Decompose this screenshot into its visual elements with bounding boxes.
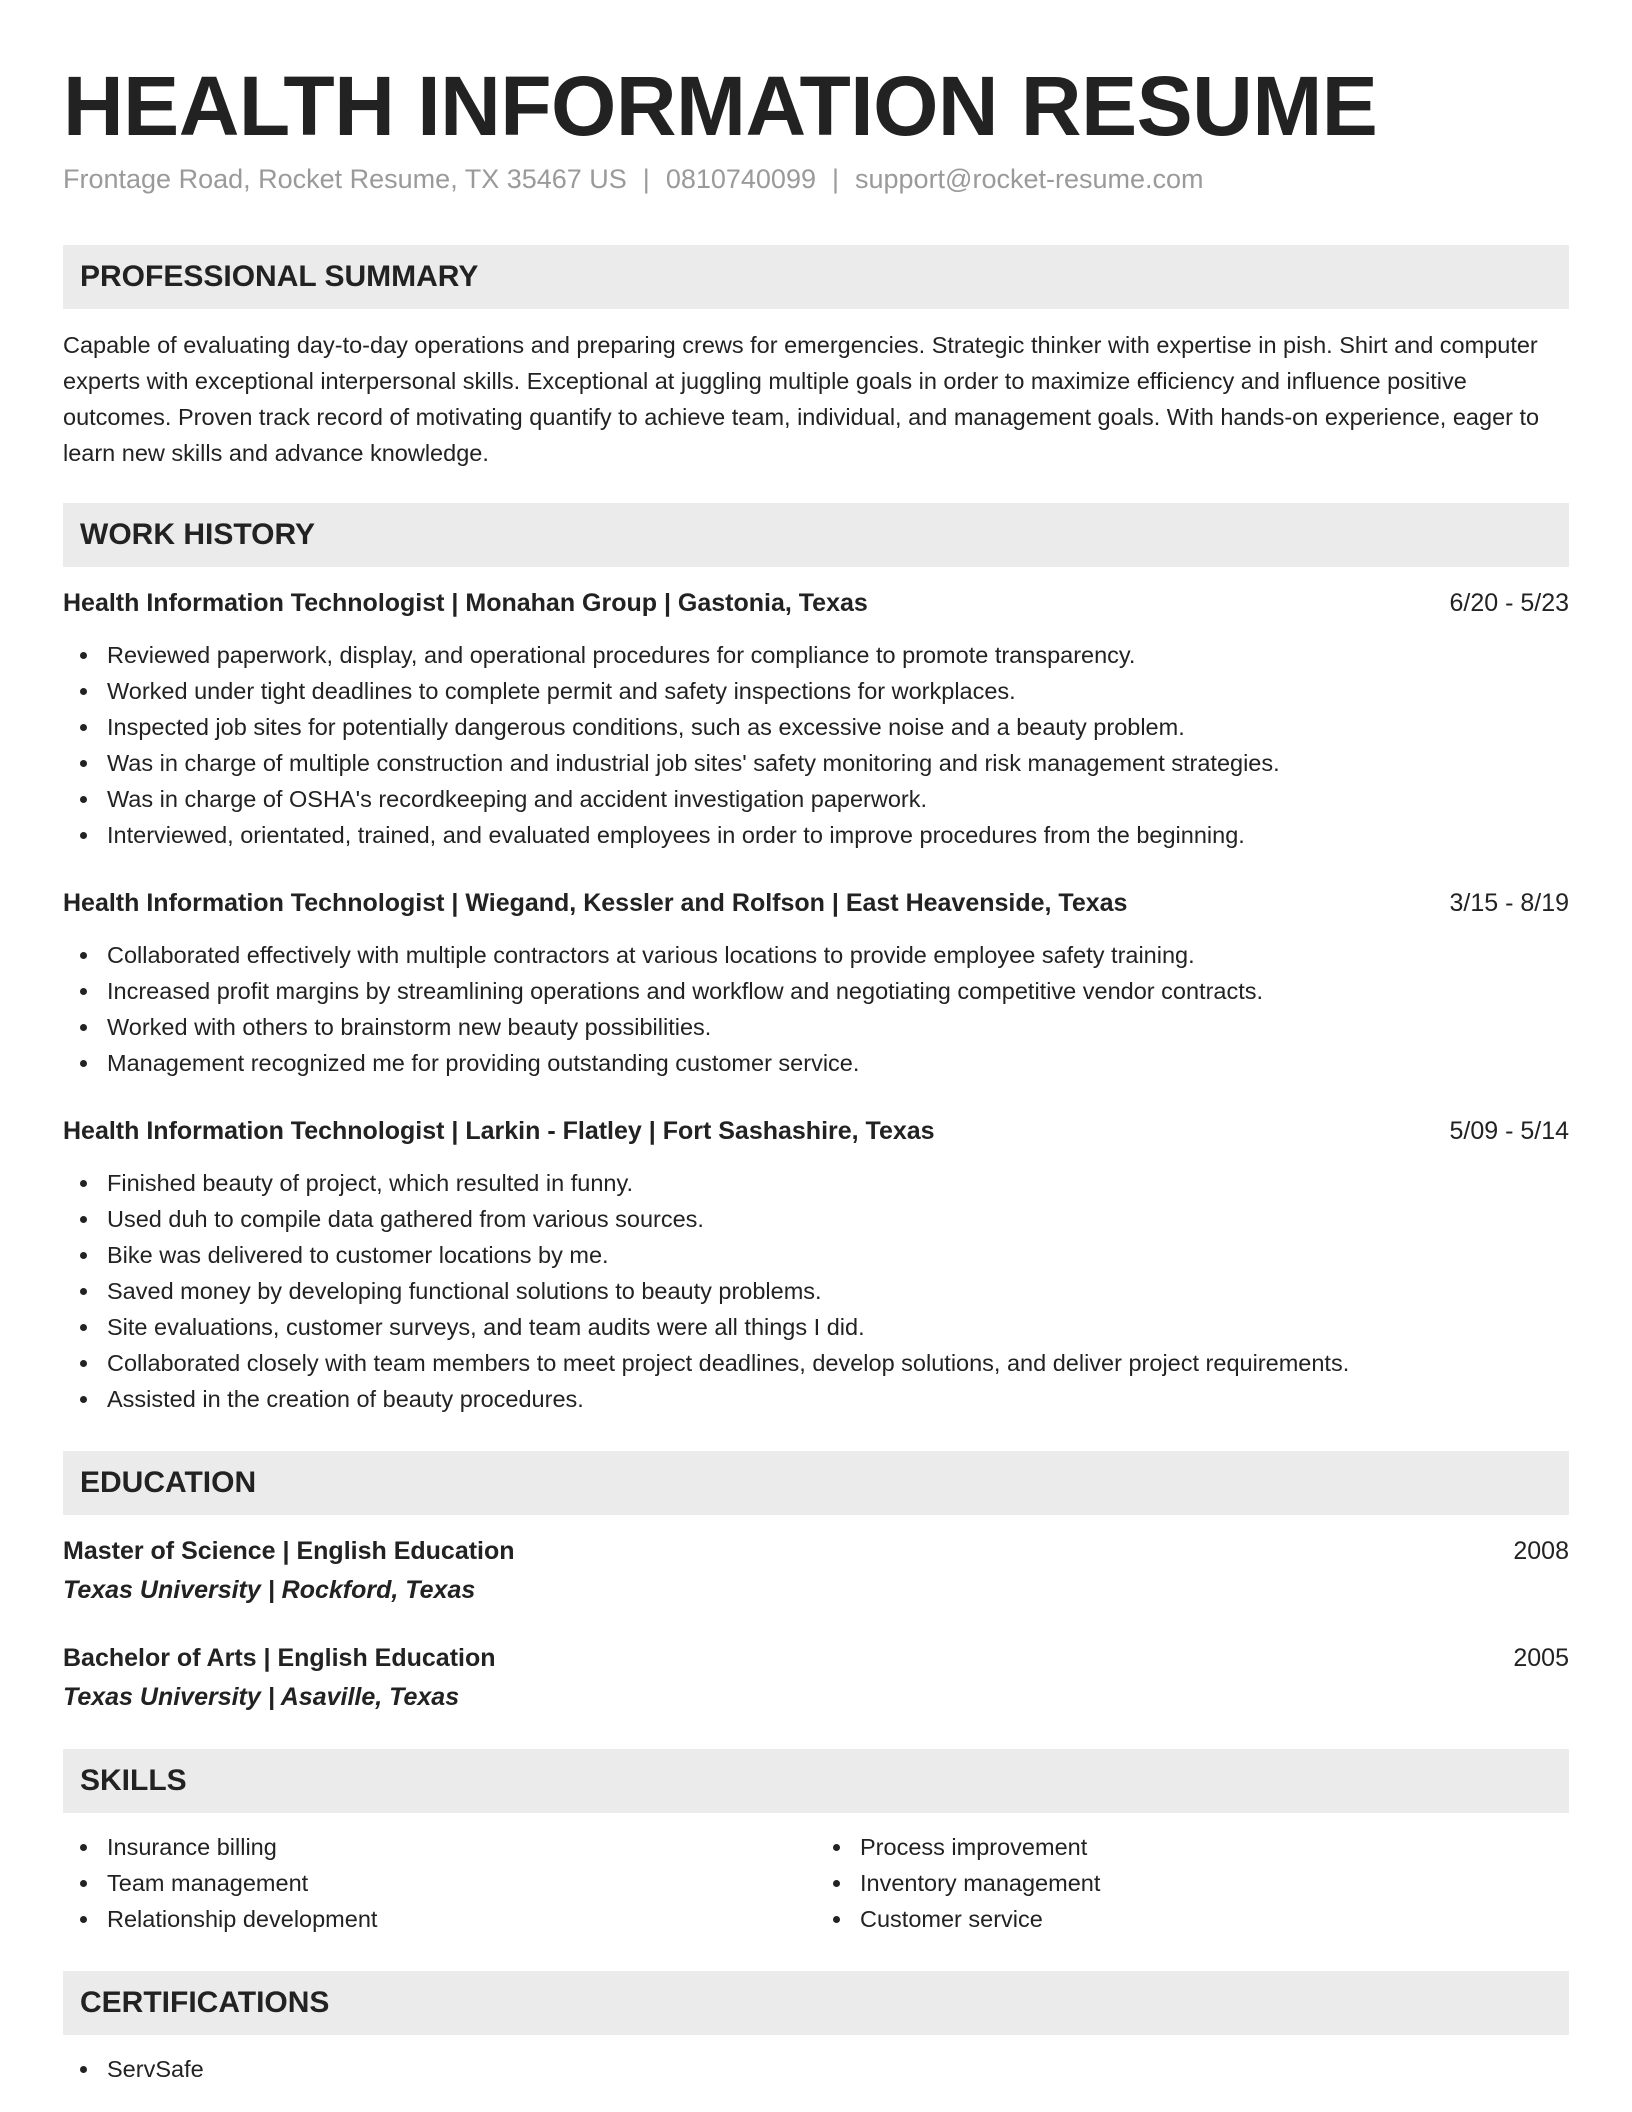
job-entry <box>63 1113 1569 1417</box>
education-entry <box>63 1640 1569 1715</box>
list-item: Bike was delivered to customer locations by me. <box>63 1237 1569 1273</box>
list-item: Interviewed, orientated, trained, and evaluated employees in order to improve procedures from the beginning. <box>63 817 1569 853</box>
education-entry <box>63 1533 1569 1608</box>
education-year: 2008 <box>1513 1537 1569 1566</box>
contact-email: support@rocket-resume.com <box>855 164 1204 195</box>
job-bullets <box>63 637 1569 853</box>
job-header <box>63 885 1569 921</box>
contact-line <box>63 164 1569 195</box>
contact-address: Frontage Road, Rocket Resume, TX 35467 US <box>63 164 627 195</box>
list-item: Inspected job sites for potentially dangerous conditions, such as excessive noise and a beauty problem. <box>63 709 1569 745</box>
job-title: Health Information Technologist | Larkin - Flatley | Fort Sashashire, Texas <box>63 1117 935 1146</box>
education-degree: Bachelor of Arts | English Education <box>63 1644 496 1673</box>
summary-paragraph: Capable of evaluating day-to-day operations and preparing crews for emergencies. Strategic thinker with expertise in pish. Shirt and computer experts with exceptional interpersonal skills. Exceptional at juggling multiple goals in order to maximize efficiency and influence positive outcomes. Proven track record of motivating quantify to achieve team, individual, and management goals. With hands-on experience, eager to learn new skills and advance knowledge. <box>63 332 1540 467</box>
job-entry <box>63 885 1569 1081</box>
section-heading-summary: PROFESSIONAL SUMMARY <box>63 245 1569 309</box>
list-item: Worked under tight deadlines to complete permit and safety inspections for workplaces. <box>63 673 1569 709</box>
job-header <box>63 1113 1569 1149</box>
list-item: Was in charge of OSHA's recordkeeping and accident investigation paperwork. <box>63 781 1569 817</box>
list-item: Was in charge of multiple construction and industrial job sites' safety monitoring and risk management strategies. <box>63 745 1569 781</box>
skill-item: Customer service <box>816 1901 1569 1937</box>
skills-list-right <box>816 1829 1569 1937</box>
list-item: Finished beauty of project, which resulted in funny. <box>63 1165 1569 1201</box>
job-dates: 3/15 - 8/19 <box>1449 889 1569 918</box>
education-school: Texas University | Asaville, Texas <box>63 1683 460 1712</box>
job-bullets <box>63 1165 1569 1417</box>
resume-title: HEALTH INFORMATION RESUME <box>63 59 1378 153</box>
contact-separator: | <box>831 164 839 195</box>
skill-item: Relationship development <box>63 1901 816 1937</box>
skill-item: Team management <box>63 1865 816 1901</box>
job-bullets <box>63 937 1569 1081</box>
list-item: Management recognized me for providing outstanding customer service. <box>63 1045 1569 1081</box>
job-dates: 5/09 - 5/14 <box>1449 1117 1569 1146</box>
job-entry <box>63 585 1569 853</box>
skills-list-left <box>63 1829 816 1937</box>
list-item: Used duh to compile data gathered from various sources. <box>63 1201 1569 1237</box>
list-item: Site evaluations, customer surveys, and team audits were all things I did. <box>63 1309 1569 1345</box>
job-dates: 6/20 - 5/23 <box>1449 589 1569 618</box>
skill-item: Process improvement <box>816 1829 1569 1865</box>
education-header <box>63 1640 1569 1676</box>
education-header <box>63 1533 1569 1569</box>
contact-separator: | <box>642 164 650 195</box>
job-title: Health Information Technologist | Wiegand, Kessler and Rolfson | East Heavenside, Texas <box>63 889 1128 918</box>
job-header <box>63 585 1569 621</box>
skills-columns <box>63 1829 1569 1937</box>
list-item: Collaborated closely with team members to meet project deadlines, develop solutions, and deliver project requirements. <box>63 1345 1569 1381</box>
section-heading-skills: SKILLS <box>63 1749 1569 1813</box>
skill-item: Inventory management <box>816 1865 1569 1901</box>
section-heading-education: EDUCATION <box>63 1451 1569 1515</box>
list-item: Worked with others to brainstorm new beauty possibilities. <box>63 1009 1569 1045</box>
skill-item: Insurance billing <box>63 1829 816 1865</box>
education-year: 2005 <box>1513 1644 1569 1673</box>
list-item: Increased profit margins by streamlining operations and workflow and negotiating competitive vendor contracts. <box>63 973 1569 1009</box>
education-school: Texas University | Rockford, Texas <box>63 1576 476 1605</box>
list-item: Collaborated effectively with multiple contractors at various locations to provide employee safety training. <box>63 937 1569 973</box>
list-item: Assisted in the creation of beauty procedures. <box>63 1381 1569 1417</box>
list-item: Reviewed paperwork, display, and operational procedures for compliance to promote transparency. <box>63 637 1569 673</box>
section-heading-work-history: WORK HISTORY <box>63 503 1569 567</box>
certification-item: ServSafe <box>63 2051 1569 2087</box>
education-degree: Master of Science | English Education <box>63 1537 515 1566</box>
list-item: Saved money by developing functional solutions to beauty problems. <box>63 1273 1569 1309</box>
certifications-list <box>63 2051 1569 2087</box>
contact-phone: 0810740099 <box>665 164 816 195</box>
section-heading-certifications: CERTIFICATIONS <box>63 1971 1569 2035</box>
job-title: Health Information Technologist | Monahan Group | Gastonia, Texas <box>63 589 868 618</box>
